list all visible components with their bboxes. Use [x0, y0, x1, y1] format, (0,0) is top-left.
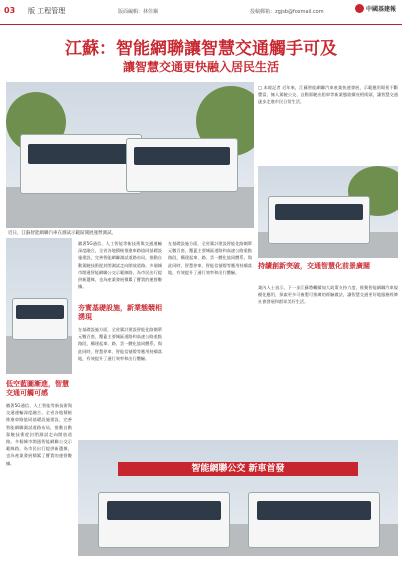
- header-rule: [0, 24, 402, 25]
- subhead: 夯實基礎設施，新業態競相湧現: [78, 304, 162, 321]
- subhead: 持續創新突破，交通智慧化前景廣闊: [258, 262, 370, 270]
- photo-bus: [98, 492, 230, 548]
- photo-launch-ceremony: [78, 440, 398, 556]
- page-header: [0, 0, 402, 26]
- body-column: 隨著5G通信、人工智能等新技術與交通運輸深度融合，全省各地積極推進車路協同基礎設施建設，完善智能網聯測試道路布局，推動自動駕駛技術從封閉測試走向開放道路。多個城市開通智能網聯公交示範線路，為市民出行提供新選擇，也為產業發展積累了寶貴的運營數據。: [78, 241, 162, 290]
- newspaper-logo: [355, 4, 396, 13]
- ceremony-banner: 智能網聯公交 新車首發: [118, 462, 358, 476]
- photo-road: [6, 336, 72, 374]
- body-column: 業內人士表示，下一步江蘇將繼續加大政策支持力度，推動智能網聯汽車規模化應用，探索更多可複製可推廣的經驗做法，讓智慧交通更好地服務經濟社會發展和群眾美好生活。: [258, 285, 398, 305]
- photo-bus: [20, 134, 142, 194]
- body-column: □ 本報記者 近年來，江蘇智能網聯汽車產業快速發展，示範應用場景不斷豐富，無人駕駛公交、自動駕駛出租車等新業態陸續亮相街頭，讓智慧交通逐步走進市民日常生活。: [258, 85, 398, 105]
- page-number: 03: [4, 6, 16, 15]
- editor-credit: 版面編輯：林佳鋼: [118, 9, 159, 15]
- headline-subtitle: 讓智慧交通更快融入居民生活: [122, 60, 279, 74]
- logo-text: 中國基建報: [365, 6, 396, 13]
- photo-vehicle: [6, 238, 72, 374]
- logo-mark-icon: [355, 4, 364, 13]
- photo-caption: 近日，江蘇智能網聯汽車在測試示範區開展運營測試。: [8, 231, 116, 236]
- body-column: 在基礎設施方面，全省累計建設智能化路側單元數百套，覆蓋主要城區道路和高速公路重點路段，構建起車、路、雲一體化協同體系。與此同時，智慧停車、智能信號燈等應用持續落地，有效提升了通行效率和出行體驗。: [168, 241, 252, 275]
- subhead: 低空藍圖漸進，智慧交通可觸可感: [6, 380, 69, 397]
- photo-bus: [126, 138, 238, 192]
- body-column: 隨著5G通信、人工智能等新技術與交通運輸深度融合，全省各地積極推進車路協同基礎設施建設，完善智能網聯測試道路布局，推動自動駕駛技術從封閉測試走向開放道路。多個城市開通智能網聯公交示範線路，為市民出行提供新選擇，也為產業發展積累了寶貴的運營數據。: [6, 403, 72, 466]
- body-column: 在基礎設施方面，全省累計建設智能化路側單元數百套，覆蓋主要城區道路和高速公路重點路段，構建起車、路、雲一體化協同體系。與此同時，智慧停車、智能信號燈等應用持續落地，有效提升了通行效率和出行體驗。: [78, 327, 162, 361]
- photo-bus: [248, 492, 380, 548]
- submission-email: 投稿郵箱：zgjsb@foxmail.com: [250, 9, 324, 15]
- photo-bus: [268, 196, 370, 244]
- photo-buses: [6, 82, 254, 228]
- photo-bus: [12, 298, 68, 340]
- section-name: 版 工程管理: [28, 7, 66, 15]
- headline-title: 江蘇：智能網聯讓智慧交通觸手可及: [65, 39, 337, 59]
- photo-bus-street: [258, 166, 398, 258]
